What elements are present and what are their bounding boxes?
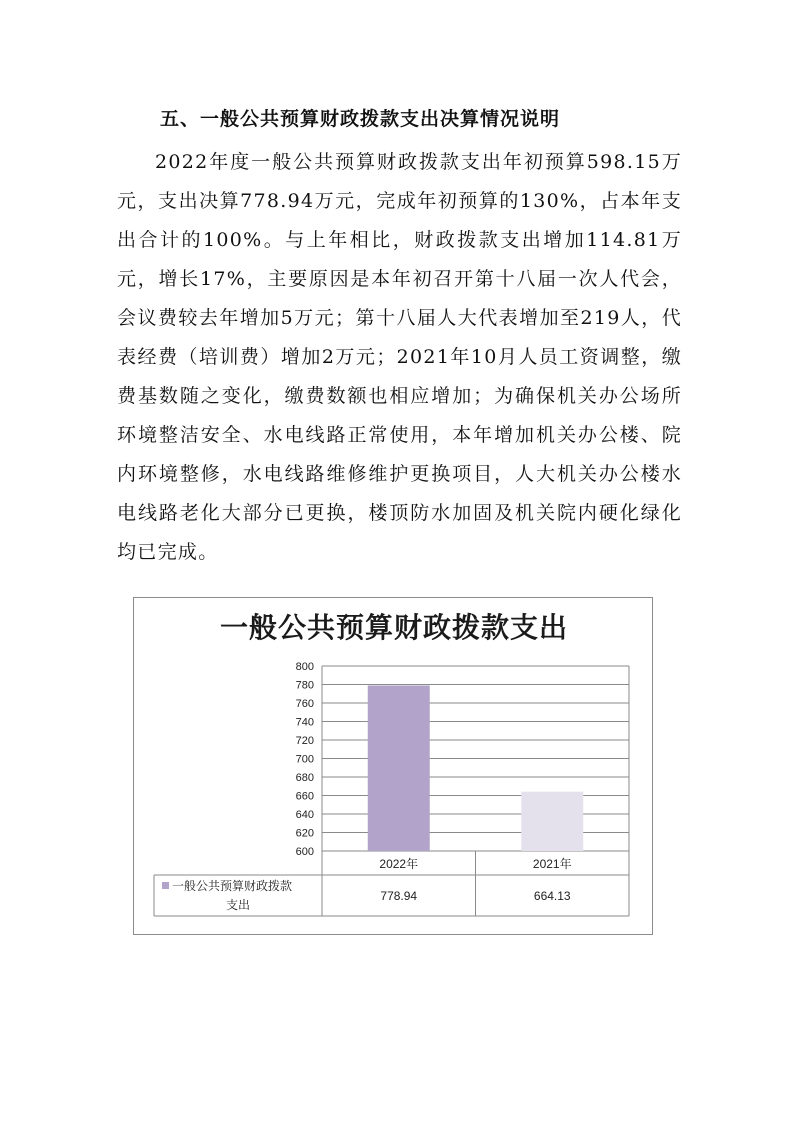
x-tick-label: 2021年	[532, 857, 572, 871]
data-label: 664.13	[533, 889, 571, 903]
y-tick-label: 780	[295, 679, 314, 692]
bars	[368, 685, 584, 851]
legend-label-line2: 支出	[225, 898, 251, 912]
y-tick-label: 740	[295, 716, 314, 729]
section-heading: 五、一般公共预算财政拨款支出决算情况说明	[160, 108, 561, 130]
chart-title: 一般公共预算财政拨款支出	[219, 611, 568, 644]
y-tick-label: 700	[295, 753, 314, 766]
y-tick-label: 680	[295, 772, 314, 784]
y-tick-label: 720	[295, 735, 314, 747]
legend-label-line1: 一般公共预算财政拨款	[172, 879, 293, 893]
y-tick-label: 640	[295, 809, 314, 821]
chart-svg	[134, 598, 652, 934]
y-tick-label: 620	[295, 827, 314, 840]
y-tick-label: 660	[295, 790, 314, 803]
y-tick-label: 760	[295, 698, 314, 710]
section-paragraph: 2022年度一般公共预算财政拨款支出年初预算598.15万元，支出决算778.94万元，完成年初预算的130%，占本年支出合计的100%。与上年相比，财政拨款支出增加114.81万元，增长17%，主要原因是本年初召开第十八届一次人代会，会议费较去年增加5万元；第十八届人大代表增加至219人，代表经费（培训费）增加2万元；2021年10月人员工资调整，缴费基数随之变化，缴费数额也相应增加；为确保机关办公场所环境整洁安全、水电线路正常使用，本年增加机关办公楼、院内环境整修，水电线路维修维护更换项目，人大机关办公楼水电线路老化大部分已更换，楼顶防水加固及机关院内硬化绿化均已完成。	[117, 151, 682, 563]
legend-key	[162, 882, 169, 889]
bar-chart	[133, 597, 653, 935]
x-tick-label: 2022年	[379, 857, 419, 871]
bar-2022年	[368, 685, 430, 851]
bar-2021年	[521, 792, 583, 851]
y-tick-label: 600	[295, 846, 314, 858]
data-label: 778.94	[380, 889, 418, 903]
y-tick-label: 800	[295, 661, 314, 673]
y-tick-labels	[296, 661, 314, 858]
